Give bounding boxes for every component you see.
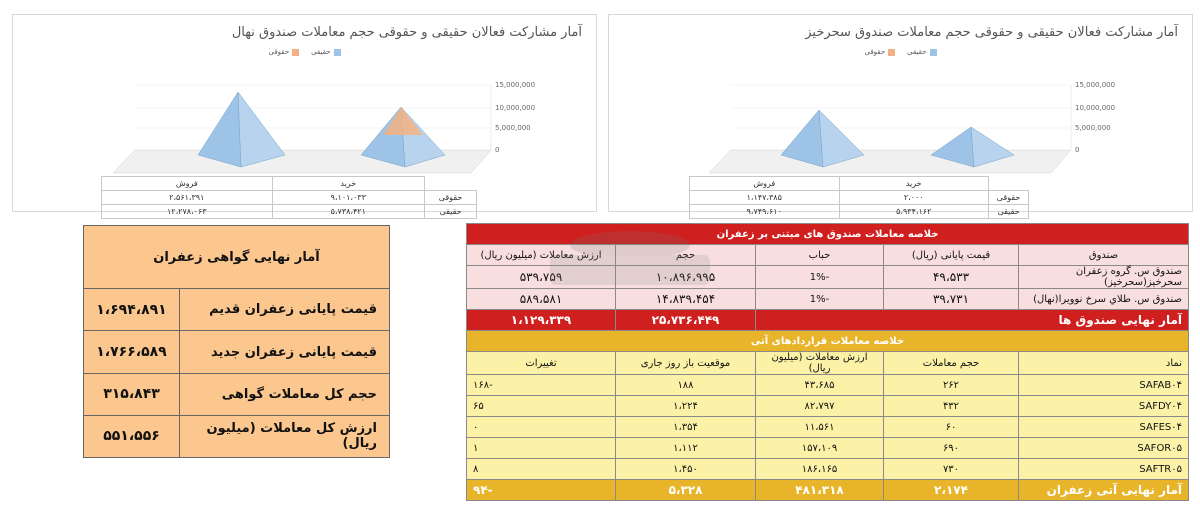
cell: ۴۸۱،۳۱۸ bbox=[756, 480, 884, 501]
chart-saharkhiz bbox=[608, 14, 1193, 216]
table-row bbox=[84, 415, 390, 457]
column-header: حباب bbox=[756, 245, 884, 266]
cell: ۱ bbox=[467, 438, 616, 459]
table-row bbox=[467, 375, 1189, 396]
column-header: ارزش معاملات (میلیون ریال) bbox=[756, 352, 884, 375]
table-row bbox=[467, 417, 1189, 438]
cell: ۱،۳۵۴ bbox=[616, 417, 756, 438]
y-tick: 0 bbox=[1075, 146, 1080, 154]
column-header: ارزش معاملات (میلیون ریال) bbox=[467, 245, 616, 266]
cell: ۹،۷۴۹،۶۱۰ bbox=[690, 205, 840, 219]
cell: ۵۳۹،۷۵۹ bbox=[467, 266, 616, 289]
chart-data-table bbox=[101, 176, 477, 219]
cell: ۱۸۸ bbox=[616, 375, 756, 396]
cell: -۱۶۸ bbox=[467, 375, 616, 396]
cell: ۸۲،۷۹۷ bbox=[756, 396, 884, 417]
series-label: حقوقی bbox=[425, 191, 477, 205]
legend-item: حقوقی bbox=[864, 48, 895, 56]
total-label: آمار نهایی آتی زعفران bbox=[1019, 480, 1189, 501]
cell: ۸ bbox=[467, 459, 616, 480]
funds-futures-table bbox=[466, 223, 1189, 501]
category-label: فروش bbox=[690, 177, 840, 191]
cell: ۱۸۶،۱۶۵ bbox=[756, 459, 884, 480]
y-tick: 5,000,000 bbox=[495, 124, 531, 132]
y-tick: 15,000,000 bbox=[1075, 81, 1116, 89]
column-header: قیمت پایانی (ریال) bbox=[884, 245, 1019, 266]
table-row bbox=[84, 331, 390, 373]
legend-item: حقیقی bbox=[907, 48, 936, 56]
series-label: حقوقی bbox=[989, 191, 1029, 205]
y-tick: 0 bbox=[495, 146, 500, 154]
cell: SAFDY۰۴ bbox=[1019, 396, 1189, 417]
cert-label: قیمت پایانی زعفران قدیم bbox=[180, 289, 390, 331]
column-header: نماد bbox=[1019, 352, 1189, 375]
category-label: فروش bbox=[102, 177, 273, 191]
cell: ۴۹،۵۳۳ bbox=[884, 266, 1019, 289]
cell: ۱،۱۴۷،۳۸۵ bbox=[690, 191, 840, 205]
cell: ۱،۴۵۰ bbox=[616, 459, 756, 480]
column-header: حجم bbox=[616, 245, 756, 266]
y-tick: 10,000,000 bbox=[495, 104, 536, 112]
cert-label: قیمت پایانی زعفران جدید bbox=[180, 331, 390, 373]
table-row bbox=[467, 459, 1189, 480]
cell: ۶۹۰ bbox=[884, 438, 1019, 459]
cell: ۱۱،۵۶۱ bbox=[756, 417, 884, 438]
cell: صندوق س. گروه زعفران سحرخیز(سحرخیز) bbox=[1019, 266, 1189, 289]
cert-label: حجم کل معاملات گواهی bbox=[180, 373, 390, 415]
cell: ۲،۵۶۱،۳۹۱ bbox=[102, 191, 273, 205]
cell: SAFES۰۴ bbox=[1019, 417, 1189, 438]
table-row bbox=[467, 396, 1189, 417]
cell: ۱،۱۱۲ bbox=[616, 438, 756, 459]
cell: -۹۴ bbox=[467, 480, 616, 501]
bar-buy bbox=[361, 107, 445, 167]
cell: ۴۳۲ bbox=[884, 396, 1019, 417]
cert-value: ۳۱۵،۸۴۳ bbox=[84, 373, 180, 415]
cell: SAFTR۰۵ bbox=[1019, 459, 1189, 480]
category-label: خرید bbox=[272, 177, 424, 191]
bar-sell bbox=[198, 92, 285, 167]
futures-title: خلاصه معاملات قراردادهای آتی bbox=[467, 331, 1189, 352]
cell: ۱،۲۲۴ bbox=[616, 396, 756, 417]
futures-total-row bbox=[467, 480, 1189, 501]
table-row bbox=[467, 289, 1189, 310]
cell: ۱۴،۸۳۹،۴۵۴ bbox=[616, 289, 756, 310]
cert-value: ۱،۶۹۴،۸۹۱ bbox=[84, 289, 180, 331]
column-header: حجم معاملات bbox=[884, 352, 1019, 375]
cell: ۰ bbox=[467, 417, 616, 438]
cell: ۵،۷۳۸،۴۲۱ bbox=[272, 205, 424, 219]
total-value: ۱،۱۲۹،۳۳۹ bbox=[467, 310, 616, 331]
legend-item: حقیقی bbox=[311, 48, 340, 56]
y-tick: 5,000,000 bbox=[1075, 124, 1111, 132]
cell: ۶۵ bbox=[467, 396, 616, 417]
cell: SAFAB۰۴ bbox=[1019, 375, 1189, 396]
cert-label: ارزش کل معاملات (میلیون ریال) bbox=[180, 415, 390, 457]
series-label: حقیقی bbox=[425, 205, 477, 219]
table-row bbox=[84, 373, 390, 415]
cell: ۵،۹۳۴،۱۶۲ bbox=[839, 205, 989, 219]
table-row bbox=[467, 438, 1189, 459]
cell: ۱۰،۸۹۶،۹۹۵ bbox=[616, 266, 756, 289]
cell: ۹،۱۰۱،۰۳۳ bbox=[272, 191, 424, 205]
chart-nahal bbox=[12, 14, 597, 216]
futures-header-row bbox=[467, 352, 1189, 375]
chart-data-table bbox=[689, 176, 1029, 219]
cert-value: ۵۵۱،۵۵۶ bbox=[84, 415, 180, 457]
cell: ۴۳،۶۸۵ bbox=[756, 375, 884, 396]
y-tick: 15,000,000 bbox=[495, 81, 536, 89]
cell: SAFOR۰۵ bbox=[1019, 438, 1189, 459]
cell: ۱۲،۲۷۸،۰۶۳ bbox=[102, 205, 273, 219]
table-row bbox=[84, 289, 390, 331]
cell: ۲،۱۷۴ bbox=[884, 480, 1019, 501]
column-header: صندوق bbox=[1019, 245, 1189, 266]
table-row bbox=[467, 266, 1189, 289]
cell: ۲،۰۰۰ bbox=[839, 191, 989, 205]
column-header: موقعیت باز روز جاری bbox=[616, 352, 756, 375]
saffron-certificate-table bbox=[83, 225, 390, 458]
cell: ۱۵۷،۱۰۹ bbox=[756, 438, 884, 459]
cell: صندوق س. طلاي سرخ نوويرا(نهال) bbox=[1019, 289, 1189, 310]
total-volume: ۲۵،۷۳۶،۴۴۹ bbox=[616, 310, 756, 331]
funds-total-row bbox=[467, 310, 1189, 331]
cell: -1% bbox=[756, 289, 884, 310]
bar-sell bbox=[781, 110, 864, 167]
series-label: حقیقی bbox=[989, 205, 1029, 219]
funds-header-row bbox=[467, 245, 1189, 266]
cell: ۳۹،۷۳۱ bbox=[884, 289, 1019, 310]
cell: ۶۰ bbox=[884, 417, 1019, 438]
cell: -1% bbox=[756, 266, 884, 289]
column-header: تغییرات bbox=[467, 352, 616, 375]
cell: ۵،۳۲۸ bbox=[616, 480, 756, 501]
cert-title: آمار نهایی گواهی زعفران bbox=[84, 226, 390, 289]
cell: ۵۸۹،۵۸۱ bbox=[467, 289, 616, 310]
cell: ۲۶۲ bbox=[884, 375, 1019, 396]
total-label: آمار نهایی صندوق ها bbox=[756, 310, 1189, 331]
chart-title: آمار مشارکت فعالان حقیقی و حقوقی حجم معاملات صندوق سحرخیز bbox=[805, 25, 1178, 40]
category-label: خرید bbox=[839, 177, 989, 191]
chart-title: آمار مشارکت فعالان حقیقی و حقوقی حجم معاملات صندوق نهال bbox=[231, 25, 582, 40]
y-tick: 10,000,000 bbox=[1075, 104, 1116, 112]
funds-title: خلاصه معاملات صندوق های مبتنی بر زعفران bbox=[467, 224, 1189, 245]
cell: ۷۳۰ bbox=[884, 459, 1019, 480]
legend-item: حقوقی bbox=[268, 48, 299, 56]
cert-value: ۱،۷۶۶،۵۸۹ bbox=[84, 331, 180, 373]
